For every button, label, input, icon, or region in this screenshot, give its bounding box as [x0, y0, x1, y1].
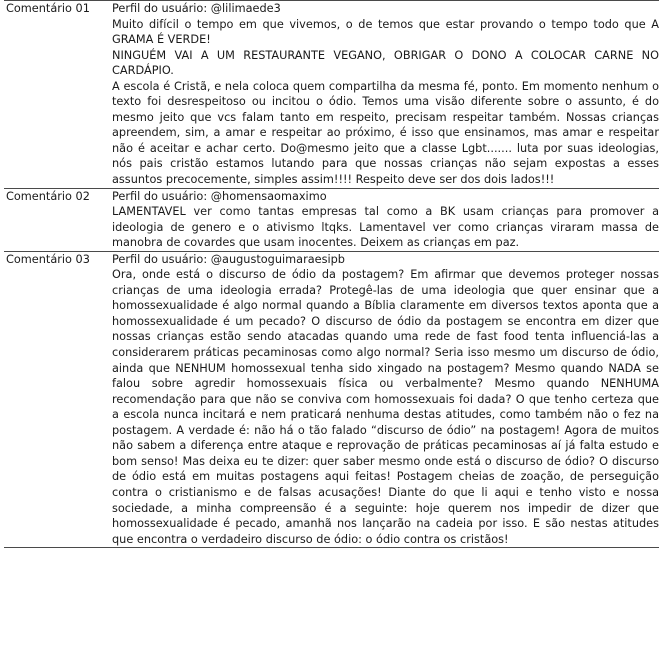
comment-content	[109, 251, 659, 547]
comment-label: Comentário 03	[4, 251, 109, 547]
comment-label: Comentário 01	[4, 1, 109, 189]
comments-table	[4, 0, 659, 548]
comment-row-02	[4, 188, 659, 251]
comment-paragraph: A escola é Cristã, e nela coloca quem compartilha da mesma fé, ponto. Em momento nenhum o texto foi desrespeitoso ou incitou o ódio. Temos uma visão diferente sobre o assunto, é do mesmo jeito que vcs falam tanto em respeito, precisam respeitar também. Nossas crianças apreendem, sim, a amar e respeitar ao próximo, é isso que ensinamos, mas amar e respeitar não é aceitar e achar certo. Do@mesmo jeito que a classe Lgbt....... luta por suas ideologias, nós pais cristão estamos lutando para que nossas crianças não sejam expostas a esses assuntos precocemente, simples assim!!!! Respeito deve ser dos dois lados!!!	[112, 79, 659, 187]
comment-content	[109, 188, 659, 251]
user-profile: Perfil do usuário: @augustoguimaraesipb	[112, 252, 345, 266]
comment-row-01	[4, 1, 659, 189]
user-profile: Perfil do usuário: @homensaomaximo	[112, 189, 327, 203]
comment-paragraph: Muito difícil o tempo em que vivemos, o de temos que estar provando o tempo todo que A GRAMA É VERDE!	[112, 17, 659, 47]
comment-content	[109, 1, 659, 189]
comment-row-03	[4, 251, 659, 547]
comment-paragraph: NINGUÉM VAI A UM RESTAURANTE VEGANO, OBRIGAR O DONO A COLOCAR CARNE NO CARDÁPIO.	[112, 48, 659, 78]
comment-paragraph: Ora, onde está o discurso de ódio da postagem? Em afirmar que devemos proteger nossas crianças de uma ideologia errada? Protegê-las de uma ideologia que quer ensinar que a homossexualidade é algo normal quando a Bíblia claramente em diversos textos aponta que a homossexualidade é um pecado? O discurso de ódio da postagem se encontra em dizer que nossas crianças estão sendo atacadas quando uma rede de fast food tenta influenciá-las a considerarem práticas pecaminosas como algo normal? Seria isso mesmo um discurso de ódio, ainda que NENHUM homossexual tenha sido xingado na postagem? Mesmo quando NADA se falou sobre agredir homossexuais física ou verbalmente? Mesmo quando NENHUMA recomendação para que não se conviva com homossexuais foi dada? O que tenho certeza que a escola nunca incitará e nem praticará nenhuma destas atitudes, como também não o fez na postagem. A verdade é: não há o tão falado “discurso de ódio” na postagem! Agora de muitos não sabem a diferença entre ataque e reprovação de práticas pecaminosas aí já falta estudo e bom senso! Mas deixa eu te dizer: quer saber mesmo onde está o discurso de ódio? O discurso de ódio está em muitas postagens aqui feitas! Postagem cheias de zoação, de perseguição contra o cristianismo e de falsas acusações! Diante do que li aqui e tenho visto e nossa sociedade, a minha compreensão é a seguinte: hoje querem nos impedir de dizer que homossexualidade é pecado, amanhã nos lançarão na cadeia por isso. E são nestas atitudes que encontra o verdadeiro discurso de ódio: o ódio contra os cristãos!	[112, 268, 659, 546]
comment-label: Comentário 02	[4, 188, 109, 251]
comment-paragraph: LAMENTAVEL ver como tantas empresas tal como a BK usam crianças para promover a ideologia de genero e o ativismo ltqks. Lamentavel ver como crianças viraram massa de manobra de covardes que usam inocentes. Deixem as crianças em paz.	[112, 205, 659, 250]
user-profile: Perfil do usuário: @lilimaede3	[112, 2, 281, 15]
